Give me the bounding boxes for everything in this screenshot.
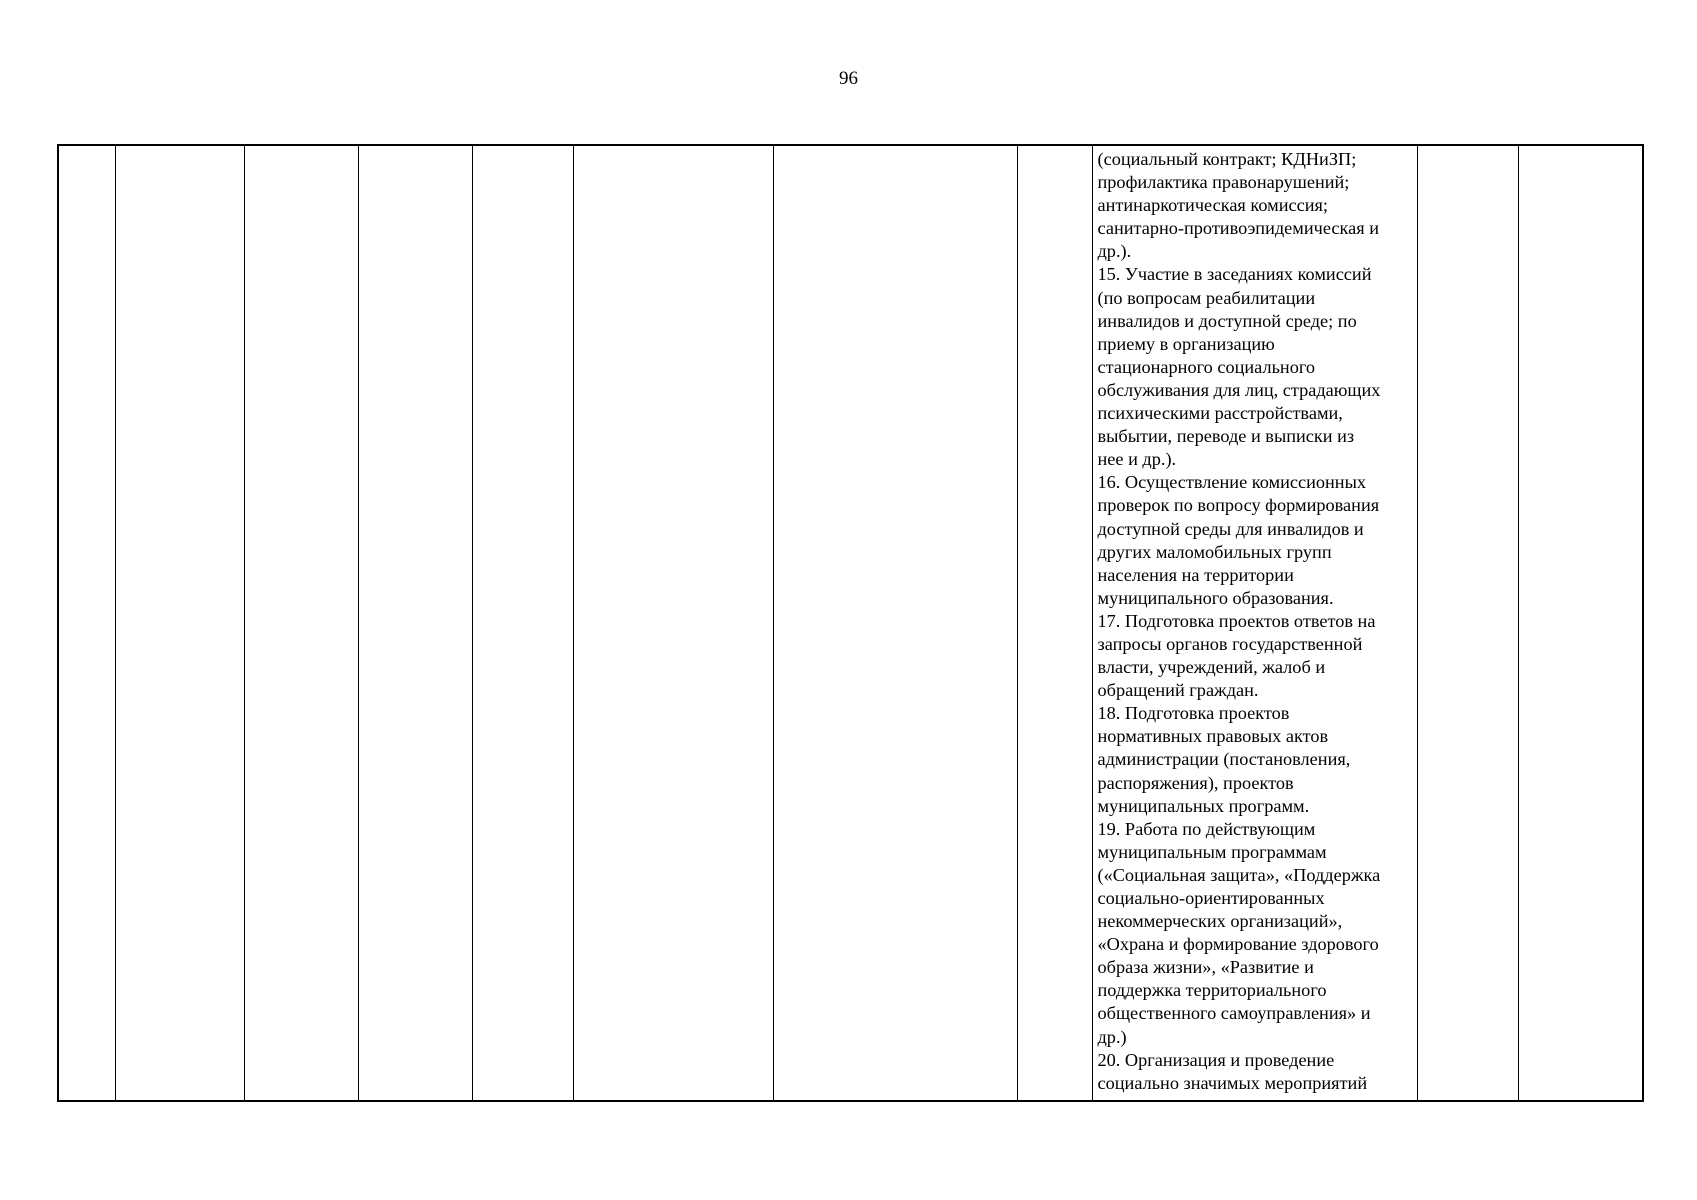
table-row [58, 145, 1643, 1101]
table-cell-col-10 [1417, 145, 1518, 1101]
table-cell-col-2 [115, 145, 244, 1101]
table-cell-col-11 [1518, 145, 1643, 1101]
table-cell-activities-text: (социальный контракт; КДНиЗП; профилактика правонарушений; антинаркотическая комиссия; санитарно-противоэпидемическая и др.). 15. Участие в заседаниях комиссий (по вопросам реабилитации инвалидов и доступной среде; по приему в организацию стационарного социального обслуживания для лиц, страдающих психическими расстройствами, выбытии, переводе и выписки из нее и др.). 16. Осуществление комиссионных проверок по вопросу формирования доступной среды для инвалидов и других маломобильных групп населения на территории муниципального образования. 17. Подготовка проектов ответов на запросы органов государственной власти, учреждений, жалоб и обращений граждан. 18. Подготовка проектов нормативных правовых актов администрации (постановления, распоряжения), проектов муниципальных программ. 19. Работа по действующим муниципальным программам («Социальная защита», «Поддержка социально-ориентированных некоммерческих организаций», «Охрана и формирование здорового образа жизни», «Развитие и поддержка территориального общественного самоуправления» и др.) 20. Организация и проведение социально значимых мероприятий [1092, 145, 1417, 1101]
table-cell-col-4 [358, 145, 472, 1101]
table-cell-col-5 [472, 145, 573, 1101]
table-cell-col-8 [1017, 145, 1092, 1101]
page-number: 96 [839, 68, 858, 89]
table-cell-col-6 [573, 145, 773, 1101]
table-cell-col-7 [773, 145, 1017, 1101]
table-cell-col-3 [244, 145, 358, 1101]
table-cell-col-1 [58, 145, 115, 1101]
document-table [57, 144, 1644, 1102]
